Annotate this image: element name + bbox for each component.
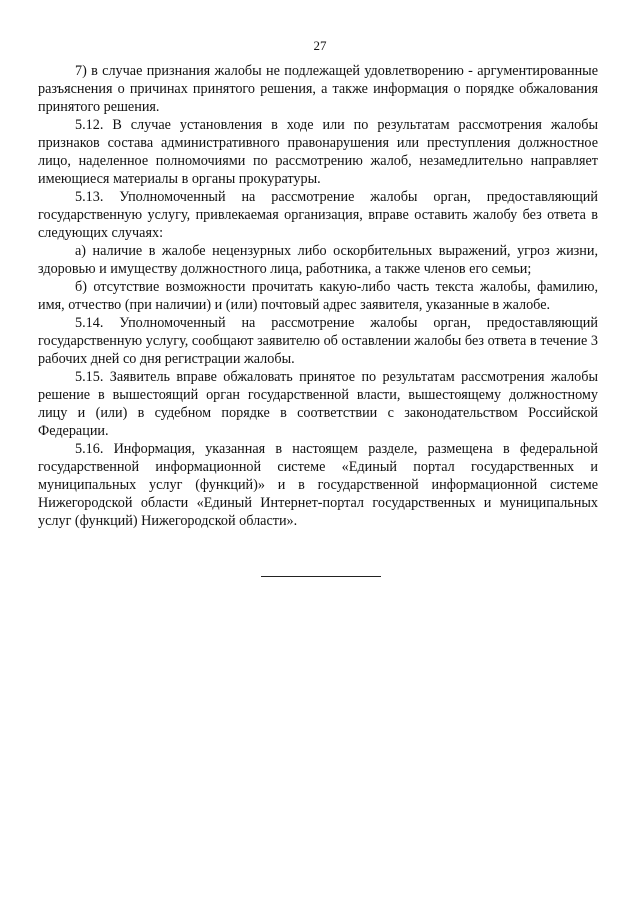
- document-body: [38, 62, 598, 530]
- paragraph-5-14: 5.14. Уполномоченный на рассмотрение жалобы орган, предоставляющий государственную услугу, сообщают заявителю об оставлении жалобы без ответа в течение 3 рабочих дней со дня регистрации жалобы.: [38, 315, 598, 367]
- page-number: 27: [313, 38, 327, 53]
- paragraph-5-12: 5.12. В случае установления в ходе или по результатам рассмотрения жалобы признаков состава административного правонарушения или преступления должностное лицо, наделенное полномочиями по рассмотрению жалоб, незамедлительно направляет имеющиеся материалы в органы прокуратуры.: [38, 117, 598, 187]
- end-separator-line: [261, 576, 381, 577]
- paragraph-5-16: 5.16. Информация, указанная в настоящем разделе, размещена в федеральной государственной информационной системе «Единый портал государственных и муниципальных услуг (функций)» и в государственной информационной системе Нижегородской области «Единый Интернет-портал государственных и муниципальных услуг (функций) Нижегородской области».: [38, 441, 598, 529]
- paragraph-item-7: 7) в случае признания жалобы не подлежащей удовлетворению - аргументированные разъяснения о причинах принятого решения, а также информация о порядке обжалования принятого решения.: [38, 63, 598, 115]
- paragraph-5-13: 5.13. Уполномоченный на рассмотрение жалобы орган, предоставляющий государственную услугу, привлекаемая организация, вправе оставить жалобу без ответа в следующих случаях:: [38, 189, 598, 241]
- paragraph-5-13-b: б) отсутствие возможности прочитать какую-либо часть текста жалобы, фамилию, имя, отчество (при наличии) и (или) почтовый адрес заявителя, указанные в жалобе.: [38, 279, 598, 313]
- paragraph-5-15: 5.15. Заявитель вправе обжаловать принятое по результатам рассмотрения жалобы решение в вышестоящий орган государственной власти, вышестоящему должностному лицу и (или) в судебном порядке в соответствии с законодательством Российской Федерации.: [38, 369, 598, 439]
- paragraph-5-13-a: а) наличие в жалобе нецензурных либо оскорбительных выражений, угроз жизни, здоровью и имуществу должностного лица, работника, а также членов его семьи;: [38, 243, 598, 277]
